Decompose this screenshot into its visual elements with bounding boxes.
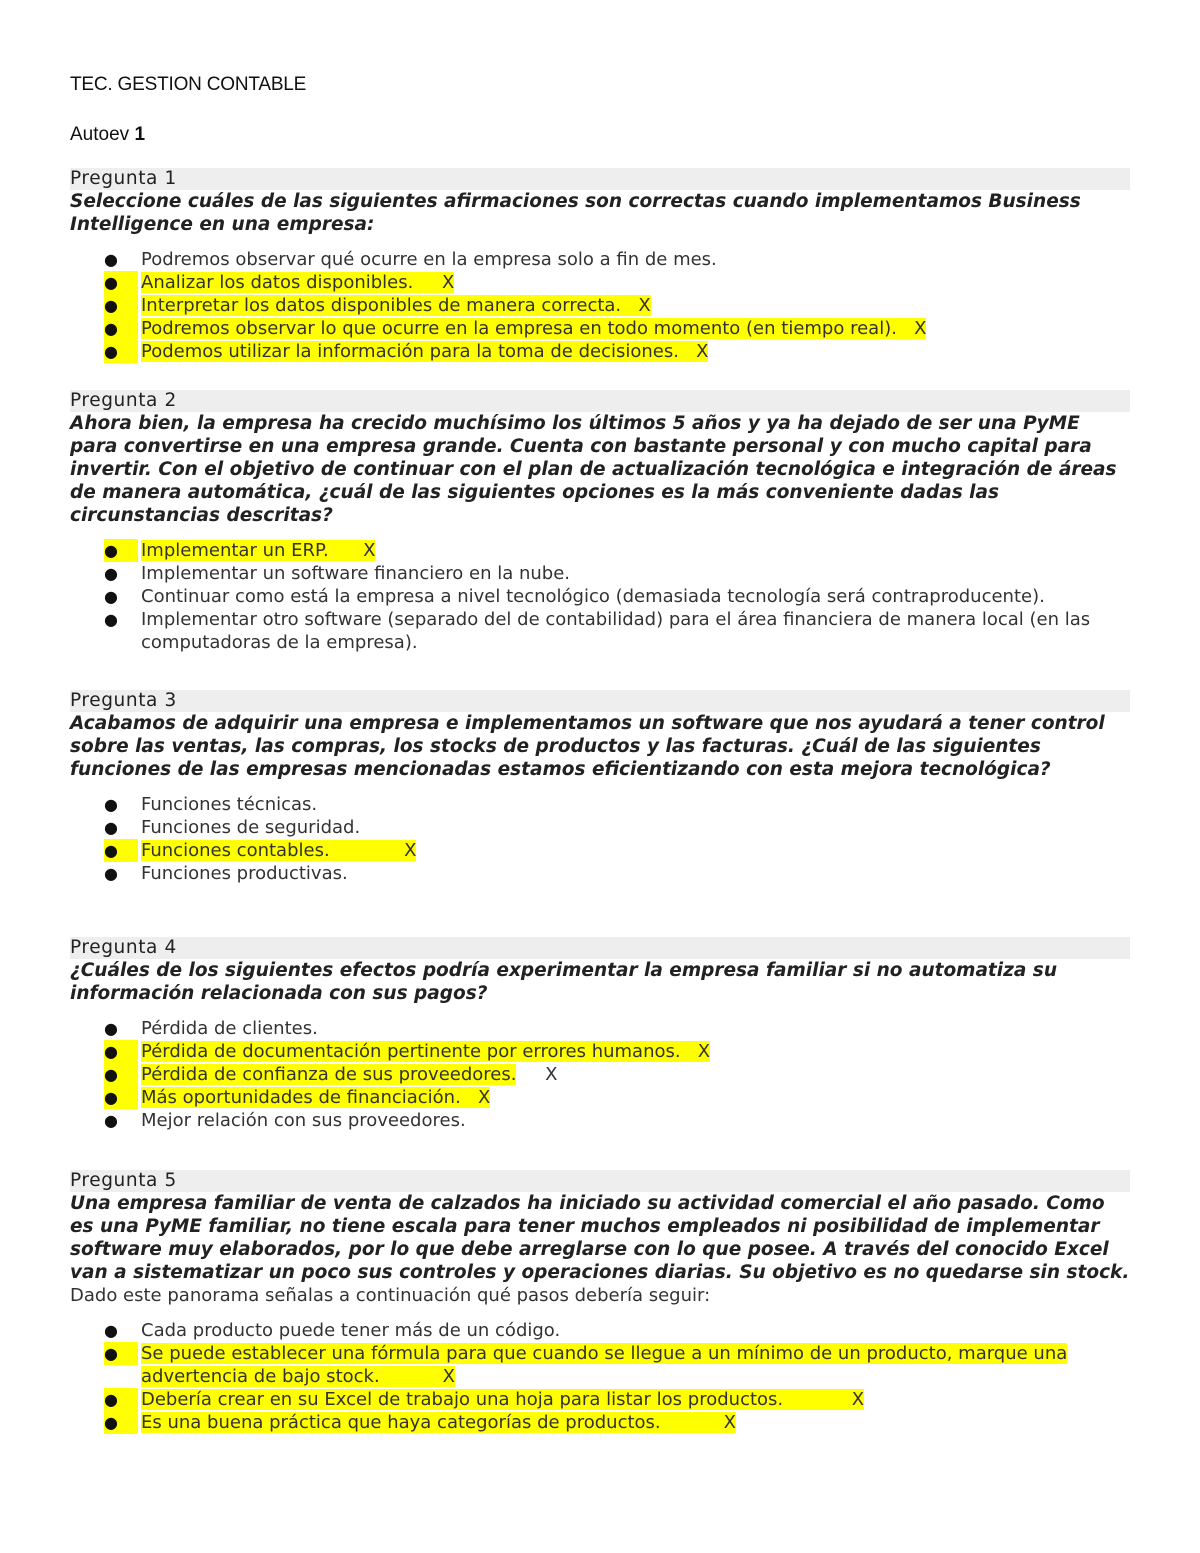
bullet-icon: ● — [104, 1388, 138, 1411]
option-item-selected — [70, 340, 1130, 363]
option-text: Debería crear en su Excel de trabajo una hoja para listar los productos. — [141, 1389, 784, 1410]
option-text: Cada producto puede tener más de un código. — [141, 1320, 561, 1341]
question-header: Pregunta 1 — [70, 168, 1130, 190]
bullet-icon: ● — [104, 1321, 118, 1340]
option-text: Funciones de seguridad. — [141, 817, 361, 838]
bullet-icon: ● — [104, 818, 118, 837]
options-list — [70, 539, 1130, 654]
question-text: Una empresa familiar de venta de calzados ha iniciado su actividad comercial el año pasado. Como es una PyME familiar, no tiene escala para tener muchos empleados ni posibilidad de implementar software muy elaborados, por lo que debe arreglarse con lo que posee. A través del conocido Excel van a sistematizar un poco sus controles y operaciones diarias. Su objetivo es no quedarse sin stock. — [70, 1193, 1130, 1283]
document-subtitle — [70, 124, 145, 146]
options-list — [70, 793, 1130, 885]
option-text: Continuar como está la empresa a nivel tecnológico (demasiada tecnología será contraproducente). — [141, 586, 1045, 607]
question-text: Acabamos de adquirir una empresa e implementamos un software que nos ayudará a tener control sobre las ventas, las compras, los stocks de productos y las facturas. ¿Cuál de las siguientes funciones de las empresas mencionadas estamos eficientizando con esta mejora tecnológica? — [70, 713, 1105, 780]
question-header: Pregunta 5 — [70, 1170, 1130, 1192]
option-text: Es una buena práctica que haya categorías de productos. — [141, 1412, 661, 1433]
option-item-selected — [70, 839, 1130, 862]
option-text: Analizar los datos disponibles. — [141, 272, 414, 293]
option-item-selected — [70, 1086, 1130, 1109]
subtitle-number: 1 — [134, 124, 146, 145]
option-item-selected — [70, 539, 1130, 562]
option-text: Podremos observar lo que ocurre en la empresa en todo momento (en tiempo real). — [141, 318, 897, 339]
option-item — [70, 1319, 1130, 1342]
answer-mark: X — [460, 1087, 491, 1108]
answer-mark: X — [516, 1064, 558, 1085]
bullet-icon: ● — [104, 250, 118, 269]
option-item — [70, 816, 1130, 839]
question-header: Pregunta 4 — [70, 937, 1130, 959]
option-item-selected — [70, 1342, 1130, 1388]
question-1 — [70, 168, 1130, 363]
answer-mark: X — [660, 1412, 736, 1433]
bullet-icon: ● — [104, 564, 118, 583]
option-text: Podemos utilizar la información para la toma de decisiones. — [141, 341, 679, 362]
question-text: ¿Cuáles de los siguientes efectos podría experimentar la empresa familiar si no automatiza su información relacionada con sus pagos? — [70, 960, 1057, 1004]
option-text: Pérdida de clientes. — [141, 1018, 318, 1039]
question-text: Seleccione cuáles de las siguientes afirmaciones son correctas cuando implementamos Business Intelligence en una empresa: — [70, 191, 1081, 235]
bullet-icon: ● — [104, 1411, 138, 1434]
option-text: Podremos observar qué ocurre en la empresa solo a fin de mes. — [141, 249, 717, 270]
option-text: Pérdida de documentación pertinente por errores humanos. — [141, 1041, 681, 1062]
bullet-icon: ● — [104, 1040, 138, 1063]
answer-mark: X — [678, 341, 709, 362]
option-item — [70, 608, 1130, 654]
option-item-selected — [70, 1040, 1130, 1063]
answer-mark: X — [328, 540, 376, 561]
answer-mark: X — [413, 272, 455, 293]
option-text: Implementar un software financiero en la nube. — [141, 563, 571, 584]
bullet-icon: ● — [104, 1019, 118, 1038]
document-title: TEC. GESTION CONTABLE — [70, 74, 307, 95]
option-text: Más oportunidades de financiación. — [141, 1087, 461, 1108]
option-item — [70, 793, 1130, 816]
option-item-selected — [70, 294, 1130, 317]
option-item-selected — [70, 1388, 1130, 1411]
question-2 — [70, 390, 1130, 654]
subtitle-prefix: Autoev — [70, 124, 135, 145]
question-instruction: Dado este panorama señalas a continuación qué pasos debería seguir: — [70, 1285, 711, 1306]
bullet-icon: ● — [104, 587, 118, 606]
bullet-icon: ● — [104, 294, 138, 317]
answer-mark: X — [680, 1041, 711, 1062]
option-item — [70, 562, 1130, 585]
bullet-icon: ● — [104, 317, 138, 340]
bullet-icon: ● — [104, 271, 138, 294]
option-text: Funciones productivas. — [141, 863, 348, 884]
option-item — [70, 1017, 1130, 1040]
option-item-selected — [70, 317, 1130, 340]
options-list — [70, 248, 1130, 363]
answer-mark: X — [621, 295, 651, 316]
answer-mark: X — [896, 318, 927, 339]
question-header: Pregunta 3 — [70, 690, 1130, 712]
option-text: Interpretar los datos disponibles de manera correcta. — [141, 295, 622, 316]
bullet-icon: ● — [104, 1063, 138, 1086]
option-item — [70, 585, 1130, 608]
option-item — [70, 1109, 1130, 1132]
option-text: Mejor relación con sus proveedores. — [141, 1110, 466, 1131]
option-item — [70, 862, 1130, 885]
option-item — [70, 248, 1130, 271]
question-header: Pregunta 2 — [70, 390, 1130, 412]
options-list — [70, 1319, 1130, 1434]
option-item-selected — [70, 1063, 1130, 1086]
bullet-icon: ● — [104, 864, 118, 883]
bullet-icon: ● — [104, 340, 138, 363]
answer-mark: X — [329, 840, 417, 861]
bullet-icon: ● — [104, 1342, 138, 1365]
answer-mark: X — [379, 1366, 455, 1387]
question-5 — [70, 1170, 1130, 1434]
answer-mark: X — [783, 1389, 865, 1410]
option-text: Implementar un ERP. — [141, 540, 329, 561]
question-text: Ahora bien, la empresa ha crecido muchísimo los últimos 5 años y ya ha dejado de ser una PyME para convertirse en una empresa grande. Cuenta con bastante personal y con mucho capital para invertir. Con el objetivo de continuar con el plan de actualización tecnológica e integración de áreas de manera automática, ¿cuál de las siguientes opciones es la más conveniente dadas las circunstancias descritas? — [70, 413, 1117, 526]
option-text: Implementar otro software (separado del de contabilidad) para el área financiera de manera local (en las computadoras de la empresa). — [141, 609, 1091, 653]
option-item-selected — [70, 1411, 1130, 1434]
option-text: Pérdida de confianza de sus proveedores. — [141, 1064, 517, 1085]
option-text: Se puede establecer una fórmula para que cuando se llegue a un mínimo de un producto, marque una advertencia de bajo stock. — [141, 1343, 1068, 1387]
option-text: Funciones contables. — [141, 840, 330, 861]
bullet-icon: ● — [104, 1111, 118, 1130]
option-text: Funciones técnicas. — [141, 794, 318, 815]
question-3 — [70, 690, 1130, 885]
bullet-icon: ● — [104, 1086, 138, 1109]
question-4 — [70, 937, 1130, 1132]
bullet-icon: ● — [104, 795, 118, 814]
options-list — [70, 1017, 1130, 1132]
bullet-icon: ● — [104, 610, 118, 629]
option-item-selected — [70, 271, 1130, 294]
bullet-icon: ● — [104, 539, 138, 562]
bullet-icon: ● — [104, 839, 138, 862]
